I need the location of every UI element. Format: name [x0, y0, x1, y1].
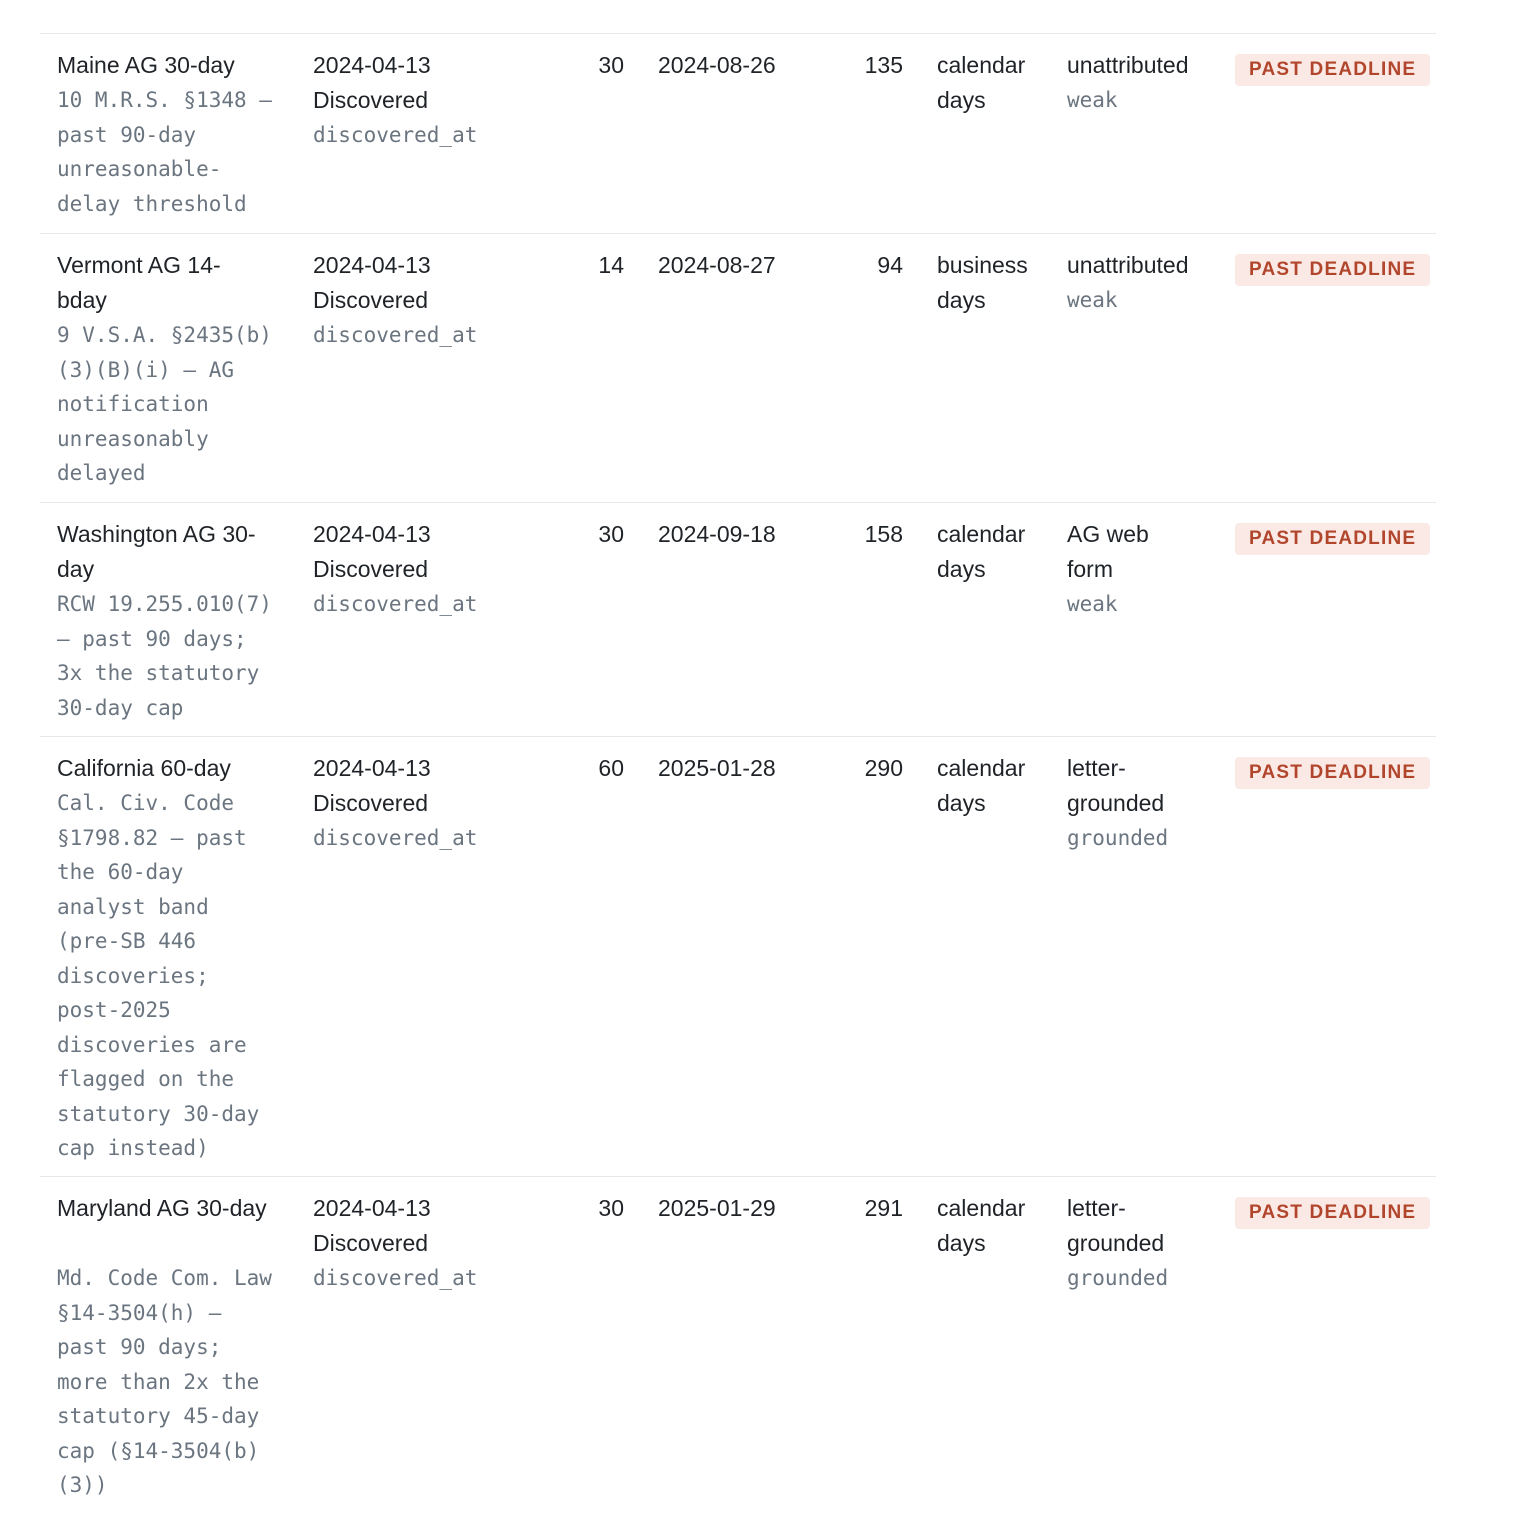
channel-text: form: [1067, 556, 1113, 582]
statute-citation: 30-day cap: [57, 695, 184, 720]
statute-citation: §14-3504(h) —: [57, 1300, 222, 1325]
start-date: 2024-04-13: [313, 1195, 431, 1221]
window-days: 60: [598, 755, 624, 781]
jurisdiction-cell: [57, 751, 293, 1166]
status-cell: [1235, 50, 1430, 86]
statute-citation: Cal. Civ. Code: [57, 791, 235, 815]
grounding-label: grounded: [1067, 1266, 1169, 1290]
statute-citation: delayed: [57, 461, 146, 485]
statute-citation: 3x the statutory: [57, 661, 260, 685]
channel-cell: [1067, 517, 1237, 622]
elapsed-days: 291: [864, 1195, 903, 1221]
statute-citation: (pre-SB 446: [57, 929, 197, 953]
start-kind: Discovered: [313, 87, 429, 113]
table-row: [40, 736, 1436, 1176]
statute-citation: statutory 30-day: [57, 1101, 260, 1126]
grounding-label: weak: [1067, 592, 1118, 616]
statute-citation: 10 M.R.S. §1348 —: [57, 88, 272, 112]
deadline-date: 2024-08-26: [658, 52, 776, 78]
channel-cell: [1067, 248, 1237, 318]
day-unit-text: days: [937, 87, 986, 113]
statute-citation: cap instead): [57, 1136, 209, 1160]
window-days: 30: [598, 52, 624, 78]
statute-citation: past 90 days;: [57, 1335, 222, 1359]
spacer: [57, 1226, 293, 1261]
day-unit-text: calendar: [937, 1195, 1026, 1221]
start-date: 2024-04-13: [313, 252, 431, 278]
channel-text: unattributed: [1067, 52, 1189, 78]
start-date: 2024-04-13: [313, 52, 431, 78]
start-kind: Discovered: [313, 287, 429, 313]
statute-citation: post-2025: [57, 998, 171, 1022]
jurisdiction-cell: [57, 48, 293, 221]
channel-cell: [1067, 1191, 1237, 1296]
channel-text: grounded: [1067, 790, 1165, 816]
day-unit: [937, 1191, 1055, 1261]
statute-citation: unreasonable-: [57, 157, 222, 181]
day-unit-text: days: [937, 1230, 986, 1256]
channel-text: letter-: [1067, 1195, 1126, 1221]
jurisdiction-cell: [57, 517, 293, 725]
statute-citation: analyst band: [57, 894, 209, 919]
statute-citation: cap (§14-3504(b): [57, 1438, 260, 1463]
window-days: 30: [598, 1195, 624, 1221]
start-cell: [313, 517, 513, 622]
jurisdiction-name: day: [57, 556, 95, 582]
statute-citation: (3)(B)(i) — AG: [57, 357, 235, 382]
start-field: discovered_at: [313, 1266, 478, 1290]
start-kind: Discovered: [313, 556, 429, 582]
status-badge: PAST DEADLINE: [1235, 254, 1430, 286]
statute-citation: — past 90 days;: [57, 626, 247, 651]
status-badge: PAST DEADLINE: [1235, 1197, 1430, 1229]
day-unit-text: days: [937, 790, 986, 816]
start-field: discovered_at: [313, 826, 478, 850]
day-unit: [937, 517, 1055, 587]
start-field: discovered_at: [313, 123, 478, 147]
jurisdiction-name: Vermont AG 14-: [57, 252, 221, 278]
table-row: [40, 1176, 1436, 1537]
start-field: discovered_at: [313, 592, 478, 616]
channel-cell: [1067, 751, 1237, 856]
statute-citation: past 90-day: [57, 122, 197, 147]
start-kind: Discovered: [313, 1230, 429, 1256]
elapsed-days: 290: [864, 755, 903, 781]
statute-citation: delay threshold: [57, 191, 247, 216]
deadline-table: [40, 33, 1436, 1537]
jurisdiction-name: Maine AG 30-day: [57, 52, 235, 78]
statute-citation: unreasonably: [57, 426, 209, 451]
day-unit: [937, 48, 1055, 118]
window-days: 30: [598, 521, 624, 547]
day-unit-text: days: [937, 287, 986, 313]
start-field: discovered_at: [313, 323, 478, 347]
start-cell: [313, 248, 513, 353]
statute-citation: statutory 45-day: [57, 1404, 260, 1428]
statute-citation: the 60-day: [57, 860, 184, 884]
table-row: [40, 233, 1436, 502]
deadline-date: 2025-01-28: [658, 755, 776, 781]
window-days: 14: [598, 252, 624, 278]
day-unit-text: calendar: [937, 521, 1026, 547]
channel-text: unattributed: [1067, 252, 1189, 278]
status-cell: [1235, 519, 1430, 555]
statute-citation: (3)): [57, 1473, 108, 1497]
status-cell: [1235, 250, 1430, 286]
status-cell: [1235, 753, 1430, 789]
statute-citation: §1798.82 — past: [57, 825, 247, 850]
table-row: [40, 502, 1436, 736]
start-date: 2024-04-13: [313, 755, 431, 781]
elapsed-days: 158: [864, 521, 903, 547]
day-unit: [937, 248, 1055, 318]
start-date: 2024-04-13: [313, 521, 431, 547]
jurisdiction-name: Washington AG 30-: [57, 521, 256, 547]
day-unit-text: business: [937, 252, 1028, 278]
jurisdiction-cell: [57, 248, 293, 491]
statute-citation: discoveries;: [57, 963, 209, 988]
start-cell: [313, 751, 513, 856]
channel-text: AG web: [1067, 521, 1149, 547]
day-unit-text: calendar: [937, 52, 1026, 78]
statute-citation: flagged on the: [57, 1067, 235, 1091]
deadline-date: 2024-08-27: [658, 252, 776, 278]
status-cell: [1235, 1193, 1430, 1229]
jurisdiction-cell: [57, 1191, 293, 1503]
channel-text: grounded: [1067, 1230, 1165, 1256]
status-badge: PAST DEADLINE: [1235, 54, 1430, 86]
start-kind: Discovered: [313, 790, 429, 816]
table-row: [40, 33, 1436, 233]
elapsed-days: 135: [864, 52, 903, 78]
statute-citation: RCW 19.255.010(7): [57, 592, 272, 616]
statute-citation: more than 2x the: [57, 1369, 260, 1394]
grounding-label: weak: [1067, 288, 1118, 312]
grounding-label: weak: [1067, 88, 1118, 112]
channel-text: letter-: [1067, 755, 1126, 781]
deadline-date: 2024-09-18: [658, 521, 776, 547]
jurisdiction-name: California 60-day: [57, 755, 231, 781]
status-badge: PAST DEADLINE: [1235, 757, 1430, 789]
start-cell: [313, 1191, 513, 1296]
grounding-label: grounded: [1067, 826, 1169, 850]
statute-citation: discoveries are: [57, 1032, 247, 1057]
statute-citation: 9 V.S.A. §2435(b): [57, 323, 272, 347]
status-badge: PAST DEADLINE: [1235, 523, 1430, 555]
deadline-date: 2025-01-29: [658, 1195, 776, 1221]
jurisdiction-name: bday: [57, 287, 107, 313]
day-unit-text: calendar: [937, 755, 1026, 781]
day-unit-text: days: [937, 556, 986, 582]
channel-cell: [1067, 48, 1237, 118]
elapsed-days: 94: [877, 252, 903, 278]
statute-citation: notification: [57, 392, 209, 416]
start-cell: [313, 48, 513, 153]
day-unit: [937, 751, 1055, 821]
statute-citation: Md. Code Com. Law: [57, 1266, 272, 1290]
jurisdiction-name: Maryland AG 30-day: [57, 1195, 267, 1221]
